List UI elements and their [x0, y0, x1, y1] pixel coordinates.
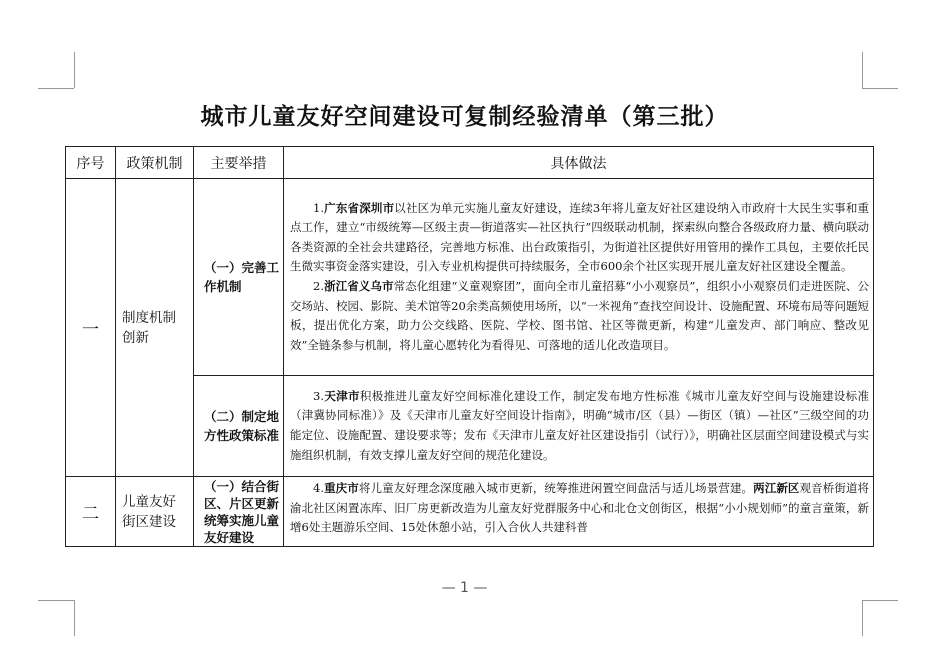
header-measure: 主要举措: [194, 147, 284, 179]
place-name: 浙江省义乌市: [323, 279, 394, 293]
row-index: 二: [66, 477, 116, 547]
crop-mark-top-right-h: [862, 88, 898, 89]
row-detail: [284, 376, 874, 477]
row-measure: （一）完善工作机制: [194, 179, 284, 376]
crop-mark-bottom-right-h: [862, 600, 898, 601]
row-detail: [284, 477, 874, 547]
detail-item: 3.天津市积极推进儿童友好空间标准化建设工作，制定发布地方性标准《城市儿童友好空间与设施建设标准（津冀协同标准）》及《天津市儿童友好空间设计指南》，明确“城市/区（县）—街区（镇）—社区”三级空间的功能定位、设施配置、建设要求等；发布《天津市儿童友好社区建设指引（试行）》，明确社区层面空间建设模式与实施组织机制，有效支撑儿童友好空间的规范化建设。: [290, 388, 870, 462]
header-detail: 具体做法: [284, 147, 874, 179]
detail-item: 2.浙江省义乌市常态化组建“义童观察团”，面向全市儿童招募“小小观察员”，组织小小观察员们走进医院、公交场站、校园、影院、美术馆等20余类高频使用场所，以“一米视角”查找空间设计、设施配置、环境布局等问题短板，提出优化方案，助力公交线路、医院、学校、图书馆、社区等微更新，构建“儿童发声、部门响应、整改见效”全链条参与机制，将儿童心愿转化为看得见、可落地的适儿化改造项目。: [290, 279, 870, 352]
table-row: [66, 179, 874, 376]
detail-item: 1.广东省深圳市以社区为单元实施儿童友好建设，连续3年将儿童友好社区建设纳入市政府十大民生实事和重点工作，建立“市级统筹—区级主责—街道落实—社区执行”四级联动机制，探索纵向整合各级政府力量、横向联动各类资源的全社会共建路径，完善地方标准、出台政策指引，为街道社区提供好用管用的操作工具包，主要依托民生微实事资金落实建设，引入专业机构提供可持续服务，全市600余个社区实现开展儿童友好社区建设全覆盖。: [290, 200, 869, 274]
table-row: [66, 477, 874, 547]
crop-mark-bottom-left-h: [38, 600, 74, 601]
row-mechanism: 制度机制创新: [116, 179, 194, 477]
row-index: 一: [66, 179, 116, 477]
row-detail: [284, 179, 874, 376]
place-name: 两江新区: [753, 481, 800, 495]
place-name: 天津市: [323, 388, 360, 403]
crop-mark-bottom-left: [56, 600, 75, 636]
place-name: 重庆市: [323, 481, 359, 495]
row-mechanism: 儿童友好街区建设: [116, 477, 194, 547]
experience-table: [65, 146, 874, 547]
detail-item: 4.重庆市将儿童友好理念深度融入城市更新，统筹推进闲置空间盘活与适儿场景营建。两江新区观音桥街道将渝北社区闲置冻库、旧厂房更新改造为儿童友好党群服务中心和北仓文创街区，根据“小小规划师”的童言童策，新增6处主题游乐空间、15处休憩小站，引入合伙人共建科普: [290, 481, 870, 535]
row-measure: （一）结合街区、片区更新统筹实施儿童友好建设: [194, 477, 284, 547]
document-title: 城市儿童友好空间建设可复制经验清单（第三批）: [200, 104, 729, 130]
table-header-row: [66, 147, 874, 179]
crop-mark-top-left-h: [38, 88, 74, 89]
header-index: 序号: [66, 147, 116, 179]
row-measure: （二）制定地方性政策标准: [194, 376, 284, 477]
crop-mark-bottom-right: [862, 600, 881, 636]
page-number: — 1 —: [441, 580, 488, 596]
header-mechanism: 政策机制: [116, 147, 194, 179]
crop-mark-top-right: [862, 52, 881, 88]
place-name: 广东省深圳市: [323, 200, 395, 215]
crop-mark-top-left: [56, 52, 75, 88]
